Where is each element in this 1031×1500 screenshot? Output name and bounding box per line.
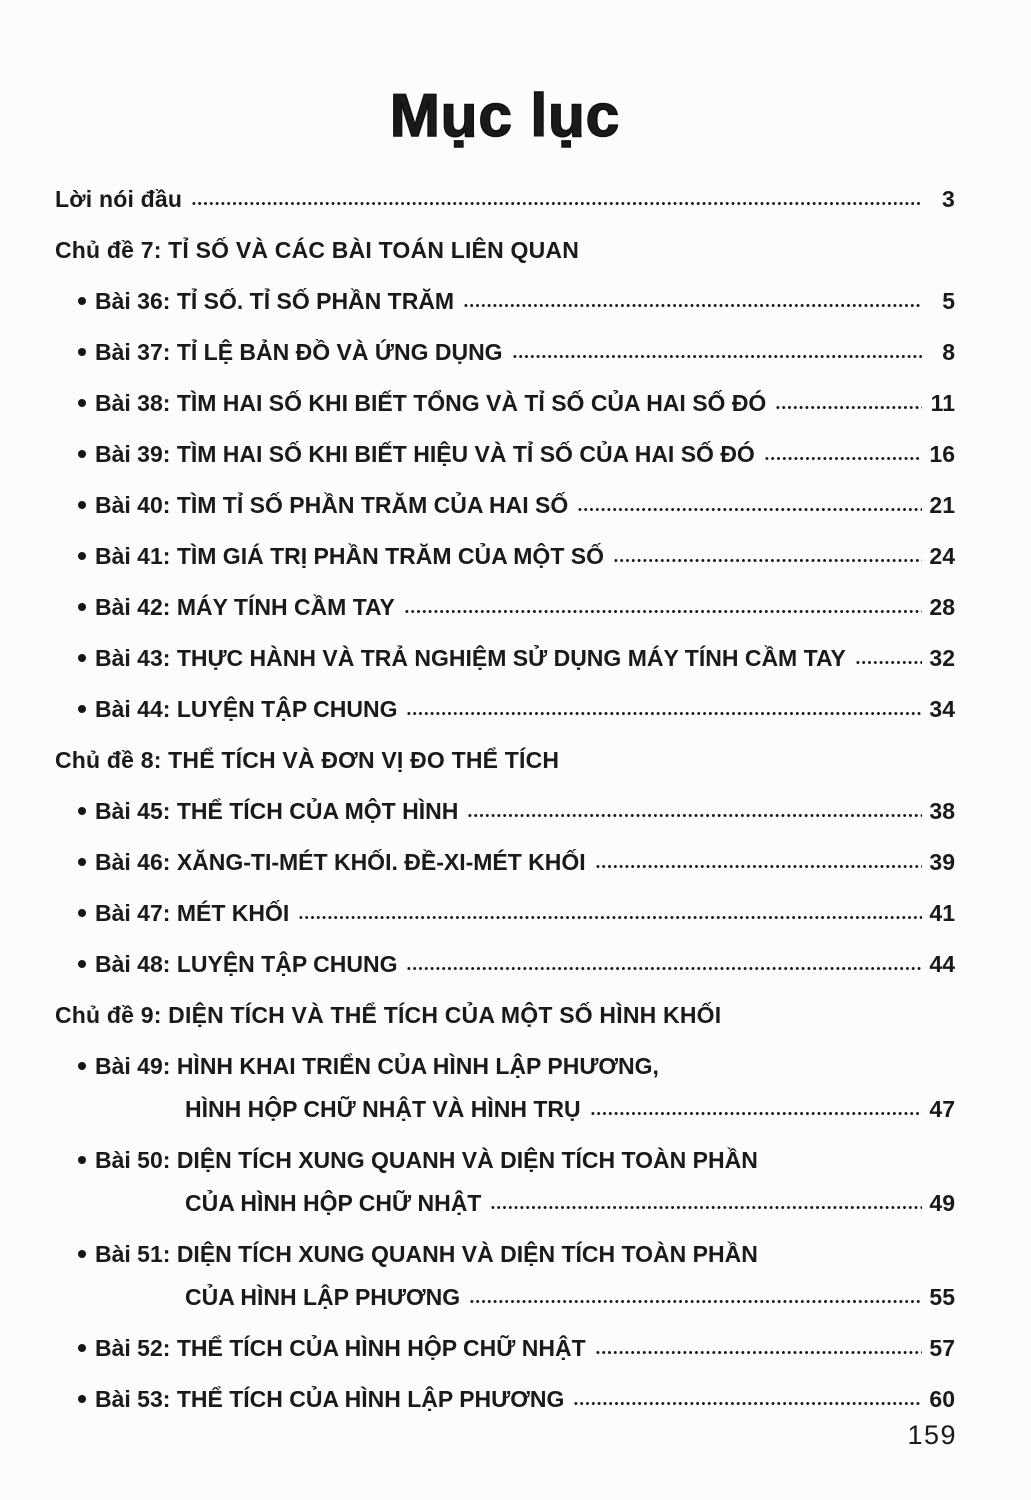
bullet-icon [78, 297, 86, 305]
entry-label: Bài 45: THỂ TÍCH CỦA MỘT HÌNH [95, 798, 459, 824]
dot-leader [406, 965, 922, 972]
toc-entry-bai-36 [55, 286, 955, 316]
section-heading-9 [55, 1000, 955, 1030]
dot-leader [404, 608, 922, 615]
entry-page-number: 11 [930, 390, 955, 416]
dot-leader [577, 506, 922, 513]
bullet-icon [78, 603, 86, 611]
dot-leader [298, 914, 922, 921]
entry-page-number: 47 [929, 1096, 955, 1122]
entry-label: Bài 50: DIỆN TÍCH XUNG QUANH VÀ DIỆN TÍCH TOÀN PHẦN [95, 1147, 758, 1173]
bullet-icon [78, 348, 86, 356]
bullet-icon [78, 1062, 86, 1070]
toc-entry-bai-37 [55, 337, 955, 367]
entry-page-number: 16 [929, 441, 955, 467]
dot-leader [595, 863, 922, 870]
entry-label: Bài 53: THỂ TÍCH CỦA HÌNH LẬP PHƯƠNG [95, 1386, 565, 1412]
toc-entry-bai-46 [55, 847, 955, 877]
page-title: Mục lục [389, 82, 621, 149]
entry-page-number: 41 [929, 900, 955, 926]
page-number: 159 [907, 1420, 957, 1450]
dot-leader [613, 557, 922, 564]
bullet-icon [78, 1250, 86, 1258]
dot-leader [469, 1298, 922, 1305]
entry-page-number: 60 [929, 1386, 955, 1412]
dot-leader [467, 812, 922, 819]
entry-label: Bài 39: TÌM HAI SỐ KHI BIẾT HIỆU VÀ TỈ SỐ CỦA HAI SỐ ĐÓ [95, 441, 755, 467]
dot-leader [191, 200, 922, 207]
toc-entry-bai-45 [55, 796, 955, 826]
toc-entry-bai-42 [55, 592, 955, 622]
dot-leader [595, 1349, 922, 1356]
entry-page-number: 49 [929, 1190, 955, 1216]
toc-entry-bai-48 [55, 949, 955, 979]
bullet-icon [78, 501, 86, 509]
toc-entry-bai-43 [55, 643, 955, 673]
dot-leader [573, 1400, 922, 1407]
entry-label: Bài 43: THỰC HÀNH VÀ TRẢ NGHIỆM SỬ DỤNG MÁY TÍNH CẦM TAY [95, 645, 846, 671]
entry-label: Bài 48: LUYỆN TẬP CHUNG [95, 951, 398, 977]
entry-label: Bài 41: TÌM GIÁ TRỊ PHẦN TRĂM CỦA MỘT SỐ [95, 543, 604, 569]
section-heading-label: Chủ đề 8: THỂ TÍCH VÀ ĐƠN VỊ ĐO THỂ TÍCH [55, 747, 560, 773]
entry-page-number: 38 [929, 798, 955, 824]
entry-page-number: 28 [929, 594, 955, 620]
section-heading-label: Chủ đề 7: TỈ SỐ VÀ CÁC BÀI TOÁN LIÊN QUAN [55, 237, 580, 263]
toc-entry-bai-52 [55, 1333, 955, 1363]
toc-entry-bai-50 [55, 1145, 955, 1218]
bullet-icon [78, 654, 86, 662]
entry-label: Bài 46: XĂNG-TI-MÉT KHỐI. ĐỀ-XI-MÉT KHỐI [95, 849, 586, 875]
toc-entry-bai-38 [55, 388, 955, 418]
section-heading-label: Chủ đề 9: DIỆN TÍCH VÀ THỂ TÍCH CỦA MỘT SỐ HÌNH KHỐI [55, 1002, 722, 1028]
toc-entry-bai-41 [55, 541, 955, 571]
entry-page-number: 57 [929, 1335, 955, 1361]
entry-label: Bài 44: LUYỆN TẬP CHUNG [95, 696, 398, 722]
entry-label-continuation: CỦA HÌNH HỘP CHỮ NHẬT [185, 1190, 482, 1216]
entry-label: Bài 37: TỈ LỆ BẢN ĐỒ VÀ ỨNG DỤNG [95, 339, 503, 365]
preface-page-number: 3 [942, 186, 955, 212]
dot-leader [512, 353, 922, 360]
section-heading-7 [55, 235, 955, 265]
toc-entry-bai-44 [55, 694, 955, 724]
entry-page-number: 24 [929, 543, 955, 569]
dot-leader [490, 1204, 922, 1211]
bullet-icon [78, 1156, 86, 1164]
preface-label: Lời nói đầu [55, 186, 183, 212]
dot-leader [764, 455, 922, 462]
section-heading-8 [55, 745, 955, 775]
entry-label: Bài 51: DIỆN TÍCH XUNG QUANH VÀ DIỆN TÍCH TOÀN PHẦN [95, 1241, 758, 1267]
bullet-icon [78, 858, 86, 866]
toc-entry-bai-51 [55, 1239, 955, 1312]
bullet-icon [78, 960, 86, 968]
bullet-icon [78, 705, 86, 713]
entry-label: Bài 36: TỈ SỐ. TỈ SỐ PHẦN TRĂM [95, 288, 455, 314]
bullet-icon [78, 552, 86, 560]
entry-label-continuation: HÌNH HỘP CHỮ NHẬT VÀ HÌNH TRỤ [185, 1096, 581, 1122]
dot-leader [590, 1110, 922, 1117]
entry-label: Bài 42: MÁY TÍNH CẦM TAY [95, 594, 395, 620]
entry-label: Bài 47: MÉT KHỐI [95, 900, 290, 926]
toc-entry-bai-49 [55, 1051, 955, 1124]
toc-entry-bai-47 [55, 898, 955, 928]
entry-page-number: 21 [929, 492, 955, 518]
bullet-icon [78, 1344, 86, 1352]
bullet-icon [78, 909, 86, 917]
entry-label: Bài 40: TÌM TỈ SỐ PHẦN TRĂM CỦA HAI SỐ [95, 492, 569, 518]
entry-label: Bài 49: HÌNH KHAI TRIỂN CỦA HÌNH LẬP PHƯƠNG, [95, 1053, 659, 1079]
toc-list [55, 184, 955, 1414]
preface-entry [55, 184, 955, 214]
dot-leader [463, 302, 922, 309]
dot-leader [855, 659, 922, 666]
entry-page-number: 32 [929, 645, 955, 671]
entry-page-number: 39 [929, 849, 955, 875]
entry-page-number: 8 [942, 339, 955, 365]
entry-label: Bài 38: TÌM HAI SỐ KHI BIẾT TỔNG VÀ TỈ SỐ CỦA HAI SỐ ĐÓ [95, 390, 767, 416]
entry-page-number: 44 [929, 951, 955, 977]
entry-label: Bài 52: THỂ TÍCH CỦA HÌNH HỘP CHỮ NHẬT [95, 1335, 586, 1361]
bullet-icon [78, 450, 86, 458]
toc-entry-bai-53 [55, 1384, 955, 1414]
entry-page-number: 34 [929, 696, 955, 722]
entry-page-number: 55 [929, 1284, 955, 1310]
dot-leader [406, 710, 922, 717]
entry-label-continuation: CỦA HÌNH LẬP PHƯƠNG [185, 1284, 461, 1310]
toc-entry-bai-40 [55, 490, 955, 520]
bullet-icon [78, 1395, 86, 1403]
bullet-icon [78, 399, 86, 407]
bullet-icon [78, 807, 86, 815]
dot-leader [775, 404, 922, 411]
toc-entry-bai-39 [55, 439, 955, 469]
entry-page-number: 5 [942, 288, 955, 314]
